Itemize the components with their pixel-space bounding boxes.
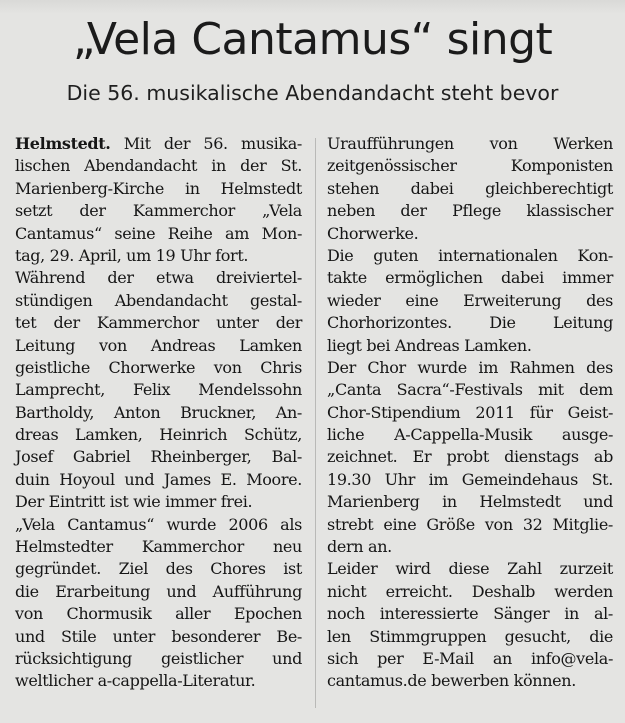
article-line-text: sich per E-Mail an info@vela- xyxy=(327,648,613,668)
article-line-text: stündigen Abendandacht gestal- xyxy=(15,290,302,310)
article-line xyxy=(15,558,302,580)
article-line-text: len Stimmgruppen gesucht, die xyxy=(327,626,613,646)
article-line-text: duin Hoyoul und James E. Moore. xyxy=(15,469,302,489)
article-line xyxy=(327,245,613,267)
article-line xyxy=(15,133,302,155)
article-line-text: Marienberg-Kirche in Helmstedt xyxy=(15,178,302,198)
article-line-text: tet der Kammerchor unter der xyxy=(15,313,302,333)
article-line xyxy=(15,626,302,648)
article-line-text: gegründet. Ziel des Chores ist xyxy=(15,559,302,579)
article-line-text: noch interessierte Sänger in al- xyxy=(327,604,613,624)
article-line-text: Uraufführungen von Werken xyxy=(327,134,613,153)
article-line xyxy=(327,446,613,468)
article-line-text: von Chormusik aller Epochen xyxy=(15,604,302,624)
article-line-text: Leider wird diese Zahl zurzeit xyxy=(327,559,613,579)
article-line-text: Während der etwa dreiviertel- xyxy=(15,268,302,288)
article-line-text: die Erarbeitung und Aufführung xyxy=(15,581,302,601)
article-line-text: weltlicher a-cappella-Literatur. xyxy=(15,671,256,691)
article-line xyxy=(15,178,302,200)
article-line-text: zeitgenössischer Komponisten xyxy=(327,156,613,176)
article-line xyxy=(327,603,613,625)
article-line-text: Bartholdy, Anton Bruckner, An- xyxy=(15,402,302,422)
article-line xyxy=(327,155,613,177)
article-line xyxy=(327,290,613,312)
article-line xyxy=(327,200,613,222)
article-line xyxy=(327,626,613,648)
article-line xyxy=(327,357,613,379)
article-line-text: dreas Lamken, Heinrich Schütz, xyxy=(15,425,302,445)
article-line-text: liegt bei Andreas Lamken. xyxy=(327,335,532,355)
column-divider xyxy=(315,138,316,708)
article-line xyxy=(15,379,302,401)
article-line-text: Lamprecht, Felix Mendelssohn xyxy=(15,380,302,400)
article-line-text: geistliche Chorwerke von Chris xyxy=(15,357,302,377)
dateline: Helmstedt. xyxy=(15,134,111,153)
article-line xyxy=(15,267,302,289)
article-line-text: dern an. xyxy=(327,537,392,557)
article-line xyxy=(15,581,302,603)
article-line-text: Chorhorizontes. Die Leitung xyxy=(327,313,613,333)
article-line-text: Marienberg in Helmstedt und xyxy=(327,492,613,512)
article-line xyxy=(327,514,613,536)
article-line xyxy=(15,514,302,536)
article-line xyxy=(15,335,302,357)
article-line xyxy=(15,469,302,491)
article-line-text: Helmstedter Kammerchor neu xyxy=(15,537,302,557)
article-line xyxy=(327,312,613,334)
article-line xyxy=(15,402,302,424)
article-line xyxy=(15,491,302,513)
article-line xyxy=(327,133,613,155)
article-line-text: neben der Pflege klassischer xyxy=(327,201,613,221)
article-line-text: Chor-Stipendium 2011 für Geist- xyxy=(327,402,613,422)
article-line xyxy=(15,670,302,692)
article-subheadline: Die 56. musikalische Abendandacht steht bevor xyxy=(66,81,559,105)
article-line xyxy=(15,536,302,558)
article-line-text: rücksichtigung geistlicher und xyxy=(15,648,302,668)
article-line-text: Der Chor wurde im Rahmen des xyxy=(327,357,613,377)
article-line xyxy=(327,223,613,245)
article-line xyxy=(327,424,613,446)
article-line-text: Chorwerke. xyxy=(327,223,419,243)
article-line xyxy=(327,670,613,692)
article-line xyxy=(15,424,302,446)
article-line xyxy=(15,155,302,177)
article-line-text: Der Eintritt ist wie immer frei. xyxy=(15,492,253,512)
article-line-text: Die guten internationalen Kon- xyxy=(327,245,613,265)
article-column-left xyxy=(15,133,302,693)
article-line-text: nicht erreicht. Deshalb werden xyxy=(327,581,613,601)
article-line-text: stehen dabei gleichberechtigt xyxy=(327,178,613,198)
article-line-text: Leitung von Andreas Lamken xyxy=(15,335,302,355)
article-line xyxy=(327,491,613,513)
article-line-text: und Stile unter besonderer Be- xyxy=(15,626,302,646)
article-line xyxy=(327,558,613,580)
article-line xyxy=(15,245,302,267)
article-line-text: setzt der Kammerchor „Vela xyxy=(15,201,302,221)
article-line-text: cantamus.de bewerben können. xyxy=(327,671,576,691)
article-line xyxy=(327,335,613,357)
article-line xyxy=(15,446,302,468)
article-line-text: Josef Gabriel Rheinberger, Bal- xyxy=(15,447,302,467)
article-line-text: strebt eine Größe von 32 Mitglie- xyxy=(327,514,613,534)
article-line-text: „Canta Sacra“-Festivals mit dem xyxy=(327,380,613,400)
article-line-text: tag, 29. April, um 19 Uhr fort. xyxy=(15,245,249,265)
article-line xyxy=(15,312,302,334)
article-line xyxy=(327,402,613,424)
article-line-text: Mit der 56. musika- xyxy=(110,134,302,153)
article-line xyxy=(327,267,613,289)
article-line xyxy=(327,469,613,491)
article-line-text: lischen Abendandacht in der St. xyxy=(15,156,302,176)
article-line xyxy=(15,223,302,245)
article-line-text: zeichnet. Er probt dienstags ab xyxy=(327,447,613,467)
article-line-text: „Vela Cantamus“ wurde 2006 als xyxy=(15,514,302,534)
article-line-text: wieder eine Erweiterung des xyxy=(327,290,613,310)
article-line xyxy=(15,290,302,312)
article-line xyxy=(327,379,613,401)
article-line xyxy=(15,648,302,670)
article-line xyxy=(15,357,302,379)
article-column-right xyxy=(327,133,613,693)
article-line-text: takte ermöglichen dabei immer xyxy=(327,268,613,288)
article-headline: „Vela Cantamus“ singt xyxy=(72,14,553,65)
article-line xyxy=(327,648,613,670)
article-line xyxy=(327,178,613,200)
article-line-text: liche A-Cappella-Musik ausge- xyxy=(327,425,613,445)
article-line xyxy=(15,200,302,222)
article-line xyxy=(327,536,613,558)
article-line-text: Cantamus“ seine Reihe am Mon- xyxy=(15,223,302,243)
article-line xyxy=(15,603,302,625)
article-line-text: 19.30 Uhr im Gemeindehaus St. xyxy=(327,469,613,489)
article-line xyxy=(327,581,613,603)
